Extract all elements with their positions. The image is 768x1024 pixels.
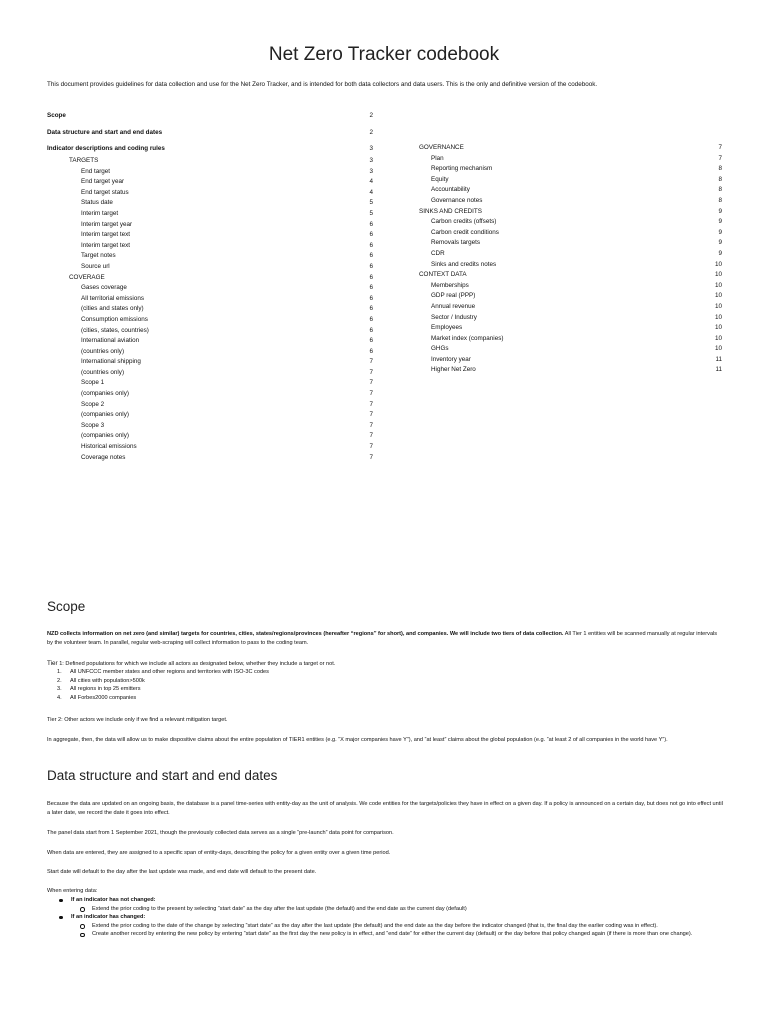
toc-entry[interactable]: [47, 378, 373, 389]
ds-paragraph-1: Because the data are updated on an ongoing basis, the database is a panel time-series with entity-day as the unit of analysis. We code entities for the targets/policies they have in effect on a given day. If a policy is announced on a certain day, but does not go into effect until a later date, we record the date it goes into effect.: [47, 801, 723, 816]
toc-entry-page: 10: [714, 302, 722, 310]
toc-entry-label: (cities and states only): [81, 305, 144, 313]
toc-entry-label: End target: [81, 167, 111, 175]
toc-entry[interactable]: [47, 241, 373, 252]
toc-entry-page: 4: [369, 188, 373, 196]
toc-entry-label: CONTEXT DATA: [419, 271, 467, 279]
toc-entry-label: Status date: [81, 199, 113, 207]
toc-entry-label: (cities, states, countries): [81, 326, 149, 334]
toc-entry[interactable]: [419, 270, 722, 281]
toc-entry[interactable]: [47, 283, 373, 294]
toc-entry[interactable]: [419, 323, 722, 334]
toc-entry[interactable]: [419, 228, 722, 239]
toc-entry-label: (companies only): [81, 432, 129, 440]
toc-entry-label: GHGs: [431, 345, 449, 353]
toc-entry-label: Scope 2: [81, 400, 105, 408]
toc-entry-page: 7: [369, 358, 373, 366]
toc-entry-page: 7: [369, 453, 373, 461]
toc-entry-label: Plan: [431, 154, 444, 162]
bullet-icon: [59, 916, 63, 920]
toc-entry-label: Data structure and start and end dates: [47, 128, 163, 136]
toc-entry-page: 7: [369, 432, 373, 440]
toc-entry[interactable]: [47, 198, 373, 209]
ds-paragraph-4: Start date will default to the day after the last update was made, and end date will default to the present date.: [47, 869, 317, 875]
toc-entry[interactable]: [419, 355, 722, 366]
circle-bullet-icon: [80, 924, 85, 929]
toc-entry[interactable]: [47, 156, 373, 167]
toc-entry-label: Interim target text: [81, 241, 130, 249]
toc-entry[interactable]: [419, 196, 722, 207]
toc-entry-page: 3: [369, 167, 373, 175]
toc-entry-label: Scope: [47, 112, 66, 119]
toc-entry-label: Memberships: [431, 281, 469, 289]
toc-entry-page: 10: [714, 345, 722, 353]
toc-entry-label: Source url: [81, 262, 110, 270]
toc-entry-page: 10: [714, 334, 722, 342]
toc-entry[interactable]: [419, 365, 722, 376]
toc-entry[interactable]: [47, 262, 373, 273]
toc-entry[interactable]: [47, 357, 373, 368]
toc-entry[interactable]: [47, 421, 373, 432]
toc-entry[interactable]: [47, 294, 373, 305]
toc-entry-page: 8: [718, 196, 722, 204]
toc-entry-label: Interim target text: [81, 231, 130, 239]
toc-entry[interactable]: [47, 188, 373, 199]
toc-entry-page: 10: [714, 271, 722, 279]
document-title: Net Zero Tracker codebook: [268, 44, 500, 65]
toc-entry-page: 2: [369, 128, 373, 136]
toc-entry-page: 6: [369, 241, 373, 249]
toc-entry[interactable]: [47, 111, 373, 128]
toc-entry-label: Historical emissions: [81, 443, 137, 451]
toc-entry-page: 6: [369, 347, 373, 355]
toc-entry[interactable]: [419, 238, 722, 249]
toc-entry-page: 7: [369, 400, 373, 408]
toc-entry-page: 8: [718, 175, 722, 183]
scope-lead: NZD collects information on net zero (and similar) targets for countries, cities, states/regions/provinces (hereafter “regions” for short), and companies. We will include two tiers of data collection.: [47, 631, 564, 637]
toc-left-column: [47, 111, 373, 463]
circle-bullet-icon: [80, 907, 85, 912]
toc-entry-label: Inventory year: [431, 355, 471, 363]
toc-entry-label: SINKS AND CREDITS: [419, 207, 482, 215]
toc-entry-page: 7: [369, 443, 373, 451]
ds-paragraph-5: When entering data:: [47, 888, 98, 894]
toc-entry-label: Equity: [431, 175, 449, 183]
toc-entry-label: Market index (companies): [431, 334, 504, 342]
toc-entry[interactable]: [47, 389, 373, 400]
ds-paragraph-3: When data are entered, they are assigned to a specific span of entity-days, describing the policy for a given entity over a given time period.: [47, 850, 391, 856]
toc-entry[interactable]: [47, 347, 373, 358]
toc-entry-label: (countries only): [81, 347, 125, 355]
toc-entry[interactable]: [47, 336, 373, 347]
toc-entry-page: 6: [369, 326, 373, 334]
tier1-rest: 1: Defined populations for which we include all actors as designated below, whether they include a target or not.: [59, 661, 336, 667]
toc-entry-page: 6: [369, 337, 373, 345]
toc-entry-label: End target year: [81, 178, 125, 186]
toc-entry[interactable]: [419, 185, 722, 196]
toc-entry-label: GDP real (PPP): [431, 292, 476, 300]
toc-entry-label: International shipping: [81, 358, 141, 366]
toc-entry[interactable]: [419, 249, 722, 260]
list-item: Create another record by entering the new policy by entering “start date” as the first day the new policy is in effect, and “end date” for either the current day (default) or the day before that policy changed again (if there is more than one change).: [57, 930, 723, 939]
toc-entry[interactable]: [419, 143, 722, 154]
toc-entry-page: 6: [369, 262, 373, 270]
toc-entry[interactable]: [47, 167, 373, 178]
toc-entry-label: Sector / Industry: [431, 313, 477, 321]
bullet-icon: [59, 899, 63, 903]
toc-entry-page: 10: [714, 260, 722, 268]
toc-entry-label: Reporting mechanism: [431, 165, 493, 173]
toc-entry-page: 6: [369, 294, 373, 302]
toc-entry-label: Annual revenue: [431, 302, 476, 310]
toc-entry-label: Sinks and credits notes: [431, 260, 497, 268]
toc-entry-page: 5: [369, 199, 373, 207]
toc-entry[interactable]: [419, 154, 722, 165]
toc-entry-page: 6: [369, 252, 373, 260]
toc-entry-label: Higher Net Zero: [431, 366, 476, 374]
toc-entry[interactable]: [419, 164, 722, 175]
toc-entry-label: Carbon credit conditions: [431, 228, 499, 236]
toc-entry-label: Target notes: [81, 252, 116, 260]
circle-bullet-icon: [80, 933, 85, 938]
toc-entry-page: 4: [369, 178, 373, 186]
toc-entry-page: 3: [369, 145, 373, 152]
tier1-list: [57, 668, 269, 702]
toc-entry-page: 7: [369, 368, 373, 376]
intro-paragraph: This document provides guidelines for data collection and use for the Net Zero Tracker, and is intended for both data collectors and data users. This is the only and definitive version of the codebook.: [47, 81, 598, 88]
toc-entry-page: 6: [369, 284, 373, 292]
toc-entry-label: Scope 1: [81, 379, 105, 387]
toc-entry[interactable]: [47, 326, 373, 337]
toc-entry-label: Interim target: [81, 209, 119, 217]
toc-entry-label: CDR: [431, 249, 445, 257]
list-item: 3. All regions in top 25 emitters: [57, 686, 141, 693]
toc-entry-page: 8: [718, 165, 722, 173]
toc-entry-label: TARGETS: [69, 157, 99, 164]
toc-entry-page: 6: [369, 220, 373, 228]
toc-entry[interactable]: [47, 304, 373, 315]
list-item: 4. All Forbes2000 companies: [57, 694, 137, 701]
aggregate-paragraph: In aggregate, then, the data will allow us to make dispositive claims about the entire population of TIER1 entities (e.g. “X major companies have Y”), and “at least” claims about the global population (e.g. “at least 2 of all companies in the world have Y”).: [47, 737, 668, 743]
toc-entry[interactable]: [47, 251, 373, 262]
toc-entry-label: All territorial emissions: [81, 294, 144, 302]
toc-entry-label: Interim target year: [81, 220, 133, 228]
list-item: Extend the prior coding to the present by selecting “start date” as the day after the last update (the default) and the end date as the current day (default): [57, 905, 723, 914]
toc-entry[interactable]: [419, 291, 722, 302]
toc-entry[interactable]: [47, 453, 373, 464]
list-item: 1. All UNFCCC member states and other regions and territories with ISO-3C codes: [57, 669, 269, 675]
tier1-lead: Tier: [47, 660, 58, 667]
toc-entry[interactable]: [419, 334, 722, 345]
toc-entry-page: 9: [718, 249, 722, 257]
list-item: If an indicator has not changed:: [57, 896, 723, 905]
toc-entry-page: 7: [718, 144, 722, 151]
toc-entry-label: (companies only): [81, 390, 129, 398]
ds-paragraph-2: The panel data start from 1 September 2021, though the previously collected data serves as a single “pre-launch” data point for comparison.: [47, 830, 394, 836]
toc-entry-label: Scope 3: [81, 421, 105, 429]
toc-entry[interactable]: [47, 128, 373, 145]
toc-entry-page: 10: [714, 313, 722, 321]
toc-entry-page: 9: [718, 239, 722, 247]
toc-entry-page: 10: [714, 281, 722, 289]
scope-paragraph: [47, 630, 723, 647]
tier2-paragraph: Tier 2: Other actors we include only if we find a relevant mitigation target.: [47, 717, 228, 723]
toc-entry-label: COVERAGE: [69, 273, 105, 281]
entry-rules-list: [57, 896, 723, 939]
toc-entry-page: 9: [718, 207, 722, 215]
toc-entry-page: 3: [369, 157, 373, 164]
toc-entry-page: 5: [369, 209, 373, 217]
toc-entry[interactable]: [47, 410, 373, 421]
toc-entry-label: End target status: [81, 188, 129, 196]
toc-entry-page: 8: [718, 186, 722, 194]
toc-entry[interactable]: [47, 230, 373, 241]
toc-entry[interactable]: [47, 442, 373, 453]
toc-entry-page: 7: [369, 411, 373, 419]
toc-entry-label: Indicator descriptions and coding rules: [47, 145, 165, 152]
list-item: Extend the prior coding to the date of the change by selecting “start date” as the day after the last update (the default) and the end date as the day before the indicator changed (that is, the final day the earlier coding was in effect).: [57, 922, 723, 931]
toc-entry-page: 2: [369, 112, 373, 119]
toc-entry[interactable]: [47, 431, 373, 442]
toc-entry-label: International aviation: [81, 337, 140, 345]
toc-entry-page: 11: [715, 355, 722, 363]
toc-entry[interactable]: [47, 144, 373, 156]
toc-entry[interactable]: [47, 368, 373, 379]
toc-entry[interactable]: [419, 207, 722, 218]
list-item: 2. All cities with population>500k: [57, 677, 145, 684]
list-item: If an indicator has changed:: [57, 913, 723, 922]
toc-entry-label: Coverage notes: [81, 453, 126, 461]
toc-entry[interactable]: [419, 260, 722, 271]
toc-entry[interactable]: [419, 302, 722, 313]
data-structure-heading: Data structure and start and end dates: [47, 768, 278, 783]
scope-rest: All Tier 1 entities will be scanned manually at regular intervals by the volunteer team. In parallel, regular web-scraping will collect information to pass to the coding team.: [47, 631, 718, 646]
toc-entry-label: Governance notes: [431, 196, 483, 204]
toc-entry-label: (companies only): [81, 411, 129, 419]
toc-entry[interactable]: [47, 400, 373, 411]
toc-entry[interactable]: [47, 177, 373, 188]
scope-heading: Scope: [47, 599, 86, 614]
toc-entry-page: 7: [369, 390, 373, 398]
toc-entry-page: 6: [369, 273, 373, 281]
toc-entry-label: Gases coverage: [81, 284, 127, 292]
toc-entry-page: 9: [718, 218, 722, 226]
toc-entry[interactable]: [419, 313, 722, 324]
toc-entry-page: 7: [369, 421, 373, 429]
toc-entry-page: 7: [718, 154, 722, 162]
toc-entry-page: 10: [714, 324, 722, 332]
toc-entry[interactable]: [419, 175, 722, 186]
toc-entry[interactable]: [47, 315, 373, 326]
toc-entry-label: Accountability: [431, 186, 470, 194]
toc-entry-label: Removals targets: [431, 239, 480, 247]
toc-entry-page: 11: [715, 366, 722, 374]
toc-entry-label: Consumption emissions: [81, 315, 148, 323]
toc-entry[interactable]: [47, 220, 373, 231]
toc-right-column: [419, 143, 722, 376]
toc-entry-page: 6: [369, 231, 373, 239]
toc-entry[interactable]: [47, 209, 373, 220]
toc-entry[interactable]: [419, 344, 722, 355]
toc-entry-page: 10: [714, 292, 722, 300]
toc-entry-label: (countries only): [81, 368, 125, 376]
toc-entry[interactable]: [47, 273, 373, 284]
toc-entry-label: GOVERNANCE: [419, 144, 464, 151]
toc-entry[interactable]: [419, 281, 722, 292]
toc-entry[interactable]: [419, 217, 722, 228]
toc-entry-label: Employees: [431, 324, 463, 332]
toc-entry-page: 6: [369, 305, 373, 313]
toc-entry-page: 7: [369, 379, 373, 387]
toc-entry-page: 6: [369, 315, 373, 323]
toc-entry-page: 9: [718, 228, 722, 236]
toc-entry-label: Carbon credits (offsets): [431, 218, 497, 226]
